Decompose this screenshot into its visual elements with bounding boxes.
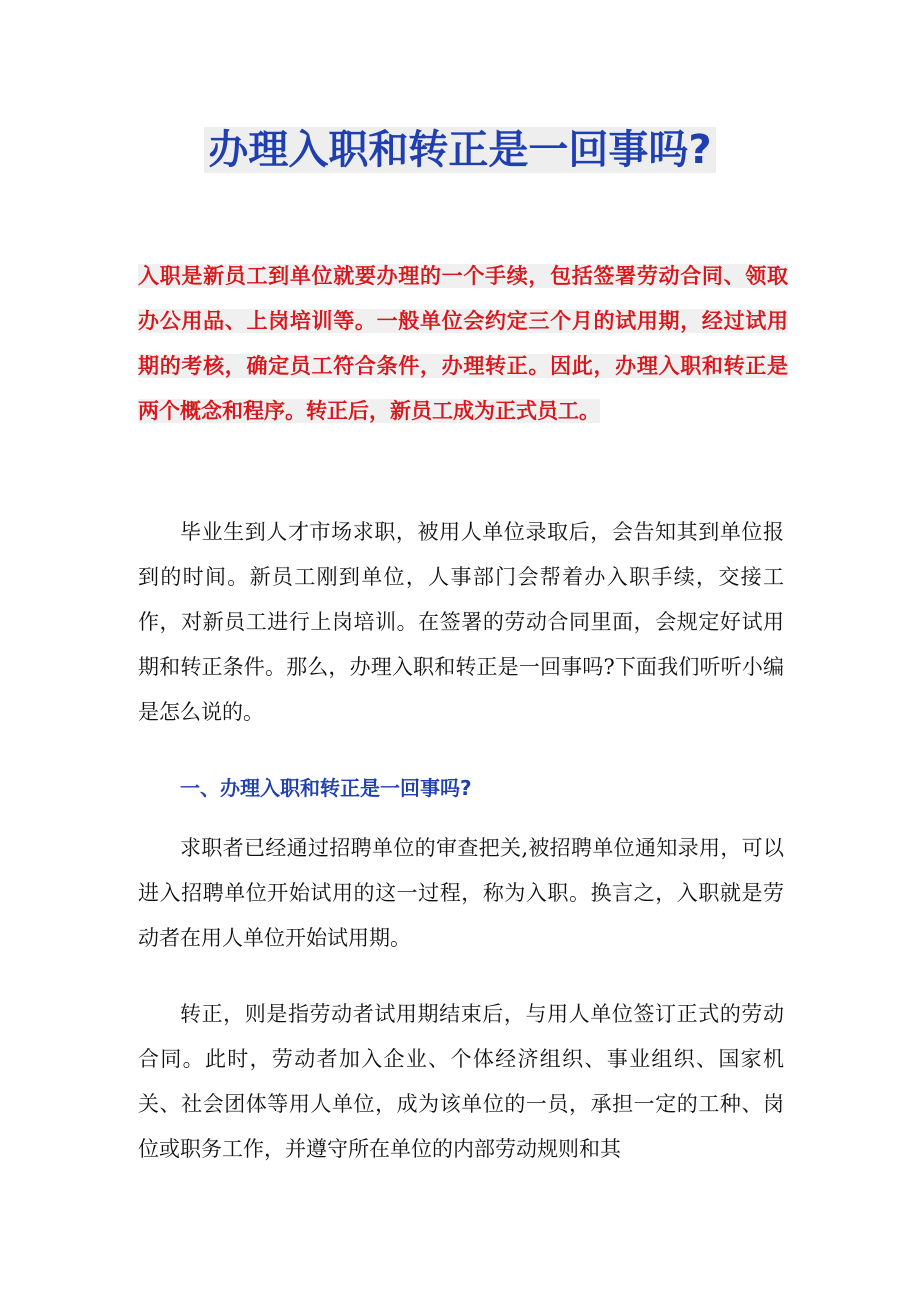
page-title-text: 办理入职和转正是一回事吗? (204, 127, 715, 173)
body-paragraph-regularization: 转正，则是指劳动者试用期结束后，与用人单位签订正式的劳动合同。此时，劳动者加入企业、个体经济组织、事业组织、国家机关、社会团体等用人单位，成为该单位的一员，承担一定的工种、岗位或职务工作，并遵守所在单位的内部劳动规则和其 (138, 1002, 784, 1161)
body-paragraph-intro: 毕业生到人才市场求职，被用人单位录取后，会告知其到单位报到的时间。新员工刚到单位，人事部门会帮着办入职手续，交接工作，对新员工进行上岗培训。在签署的劳动合同里面，会规定好试用期和转正条件。那么，办理入职和转正是一回事吗?下面我们听听小编是怎么说的。 (138, 520, 784, 724)
body-paragraph-onboarding: 求职者已经通过招聘单位的审查把关,被招聘单位通知录用，可以进入招聘单位开始试用的这一过程，称为入职。换言之，入职就是劳动者在用人单位开始试用期。 (138, 836, 784, 950)
summary-paragraph (138, 254, 788, 434)
summary-text: 入职是新员工到单位就要办理的一个手续，包括签署劳动合同、领取办公用品、上岗培训等。一般单位会约定三个月的试用期，经过试用期的考核，确定员工符合条件，办理转正。因此，办理入职和转正是两个概念和程序。转正后，新员工成为正式员工。 (138, 264, 788, 423)
section-heading: 一、办理入职和转正是一回事吗? (180, 776, 472, 800)
page-title (0, 120, 920, 180)
